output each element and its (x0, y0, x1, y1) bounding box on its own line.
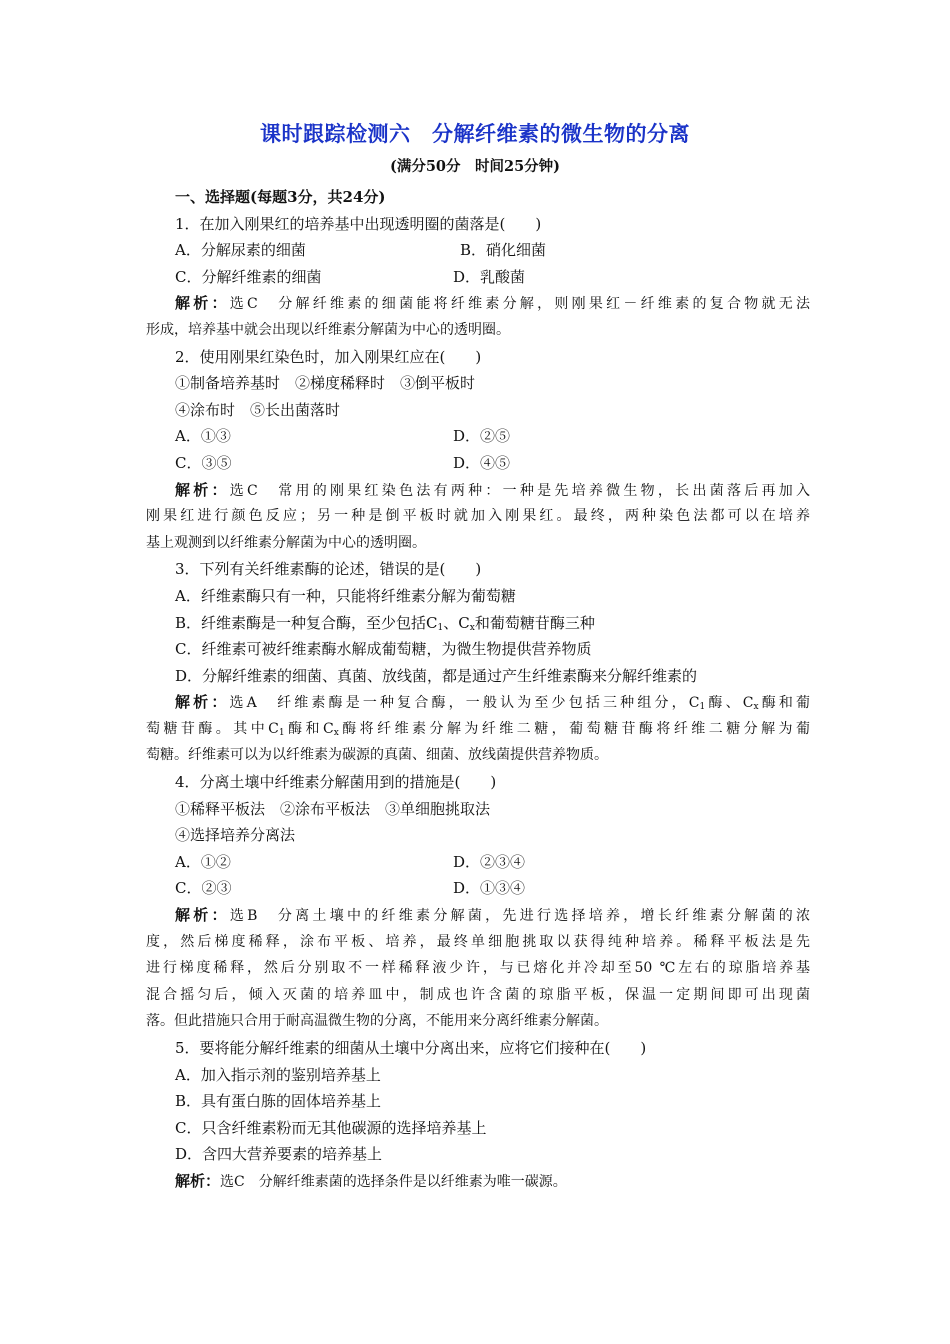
question-4-items: ①稀释平板法 ②涂布平板法 ③单细胞挑取法 (175, 799, 491, 818)
question-2-items: ①制备培养基时 ②梯度稀释时 ③倒平板时 (175, 374, 476, 393)
explanation-label: 解析： (175, 294, 230, 313)
question-2-options-row-1 (146, 423, 810, 450)
question-4-option-d: D．①③④ (453, 879, 526, 898)
question-3-stem: 3．下列有关纤维素酶的论述，错误的是( ) (175, 560, 482, 579)
question-3-explanation-line: 萄糖。纤维素可以为以纤维素为碳源的真菌、细菌、放线菌提供营养物质。 (146, 747, 608, 764)
question-4-explanation-line (146, 902, 810, 929)
question-5-stem: 5．要将能分解纤维素的细菌从土壤中分离出来，应将它们接种在( ) (175, 1039, 647, 1057)
explanation-text: 酶和C (284, 720, 334, 737)
question-1-option-c: C．分解纤维素的细菌 (175, 267, 322, 286)
option-text: 、C (443, 613, 470, 632)
page-title: 课时跟踪检测六 分解纤维素的微生物的分离 (260, 122, 690, 146)
subscript: x (469, 622, 475, 633)
section-heading: 一、选择题(每题3分，共24分) (175, 188, 386, 206)
document-body (146, 184, 810, 1195)
explanation-text: 酶将纤维素分解为纤维二糖，葡萄糖苷酶将纤维二糖分解为葡 (338, 720, 811, 737)
explanation-text: 选C 常用的刚果红染色法有两种：一种是先培养微生物，长出菌落后再加入 (229, 482, 810, 499)
question-2-explanation-line: 基上观测到以纤维素分解菌为中心的透明圈。 (146, 534, 426, 551)
question-5-option-b: B．具有蛋白胨的固体培养基上 (175, 1092, 382, 1111)
question-1-explanation-line: 形成，培养基中就会出现以纤维素分解菌为中心的透明圈。 (146, 321, 510, 338)
question-1-stem: 1．在加入刚果红的培养基中出现透明圈的菌落是( ) (175, 214, 542, 233)
question-1-explanation-line (146, 290, 810, 317)
subscript: x (333, 727, 339, 738)
explanation-text: 选A 纤维素酶是一种复合酶，一般认为至少包括三种组分，C (229, 695, 700, 712)
subscript: x (753, 702, 759, 713)
explanation-label: 解析： (175, 693, 230, 712)
question-2-explanation-line: 刚果红进行颜色反应；另一种是倒平板时就加入刚果红。最终，两种染色法都可以在培养 (146, 508, 810, 525)
option-text: 和葡萄糖苷酶三种 (474, 613, 595, 632)
question-1-options-row-1 (146, 237, 810, 264)
question-1-option-d: D．乳酸菌 (453, 267, 526, 286)
question-4-option-a: A．①② (175, 852, 231, 871)
question-4-explanation-line: 进行梯度稀释，然后分别取不一样稀释液少许，与已熔化并冷却至50 ℃左右的琼脂培养基 (146, 960, 810, 977)
question-3-option-d: D．分解纤维素的细菌、真菌、放线菌，都是通过产生纤维素酶来分解纤维素的 (175, 666, 698, 685)
question-4-options-row-2 (146, 875, 810, 902)
question-5-option-c: C．只含纤维素粉而无其他碳源的选择培养基上 (175, 1118, 487, 1137)
question-3-option-a: A．纤维素酶只有一种，只能将纤维素分解为葡萄糖 (175, 586, 516, 605)
question-3-option-c: C．纤维素可被纤维素酶水解成葡萄糖，为微生物提供营养物质 (175, 640, 592, 659)
question-4-items: ④选择培养分离法 (175, 826, 296, 845)
question-2-explanation-line (146, 477, 810, 504)
explanation-label: 解析： (175, 480, 230, 499)
option-text: B．纤维素酶是一种复合酶，至少包括C (175, 613, 438, 632)
explanation-text: 萄糖苷酶。其中C (146, 720, 279, 737)
subscript: 1 (437, 622, 444, 633)
explanation-text: 酶、C (705, 695, 754, 712)
question-2-options-row-2 (146, 450, 810, 477)
question-5-explanation-line (146, 1168, 810, 1195)
question-4-explanation-line: 混合摇匀后，倾入灭菌的培养皿中，制成也许含菌的琼脂平板，保温一定期间即可出现菌 (146, 986, 810, 1003)
explanation-text: 酶和葡 (758, 695, 810, 712)
subscript: 1 (278, 727, 285, 738)
explanation-label: 解析： (175, 906, 230, 925)
question-5-option-d: D．含四大营养要素的培养基上 (175, 1145, 383, 1164)
question-1-option-a: A．分解尿素的细菌 (175, 241, 306, 260)
question-5-option-a: A．加入指示剂的鉴别培养基上 (175, 1065, 381, 1084)
question-2-option-c: C．③⑤ (175, 453, 232, 472)
question-2-option-a: A．①③ (175, 427, 231, 446)
question-2-option-d: D．②⑤ (453, 427, 511, 446)
question-4-options-row-1 (146, 849, 810, 876)
explanation-label: 解析： (175, 1171, 221, 1190)
explanation-text: 选B 分离土壤中的纤维素分解菌，先进行选择培养，增长纤维素分解菌的浓 (229, 908, 810, 925)
page-subtitle: (满分50分 时间25分钟) (389, 158, 561, 175)
question-4-stem: 4．分离土壤中纤维素分解菌用到的措施是( ) (175, 773, 497, 792)
question-1-options-row-2 (146, 264, 810, 291)
question-4-explanation-line: 度，然后梯度稀释，涂布平板、培养，最终单细胞挑取以获得纯种培养。稀释平板法是先 (146, 933, 810, 950)
question-3-explanation-line (146, 716, 810, 743)
question-2-option-d: D．④⑤ (453, 453, 511, 472)
question-3-explanation-line (146, 689, 810, 716)
question-3-option-b (146, 610, 810, 637)
question-2-stem: 2．使用刚果红染色时，加入刚果红应在( ) (175, 347, 482, 366)
explanation-text: 选C 分解纤维素菌的选择条件是以纤维素为唯一碳源。 (220, 1173, 567, 1190)
question-2-items: ④涂布时 ⑤长出菌落时 (175, 400, 341, 419)
question-4-option-c: C．②③ (175, 879, 232, 898)
explanation-text: 选C 分解纤维素的细菌能将纤维素分解，则刚果红－纤维素的复合物就无法 (229, 296, 810, 313)
subscript: 1 (699, 702, 706, 713)
question-4-explanation-line: 落。但此措施只合用于耐高温微生物的分离，不能用来分离纤维素分解菌。 (146, 1013, 608, 1030)
question-1-option-b: B．硝化细菌 (460, 241, 547, 260)
question-4-option-d: D．②③④ (453, 852, 526, 871)
